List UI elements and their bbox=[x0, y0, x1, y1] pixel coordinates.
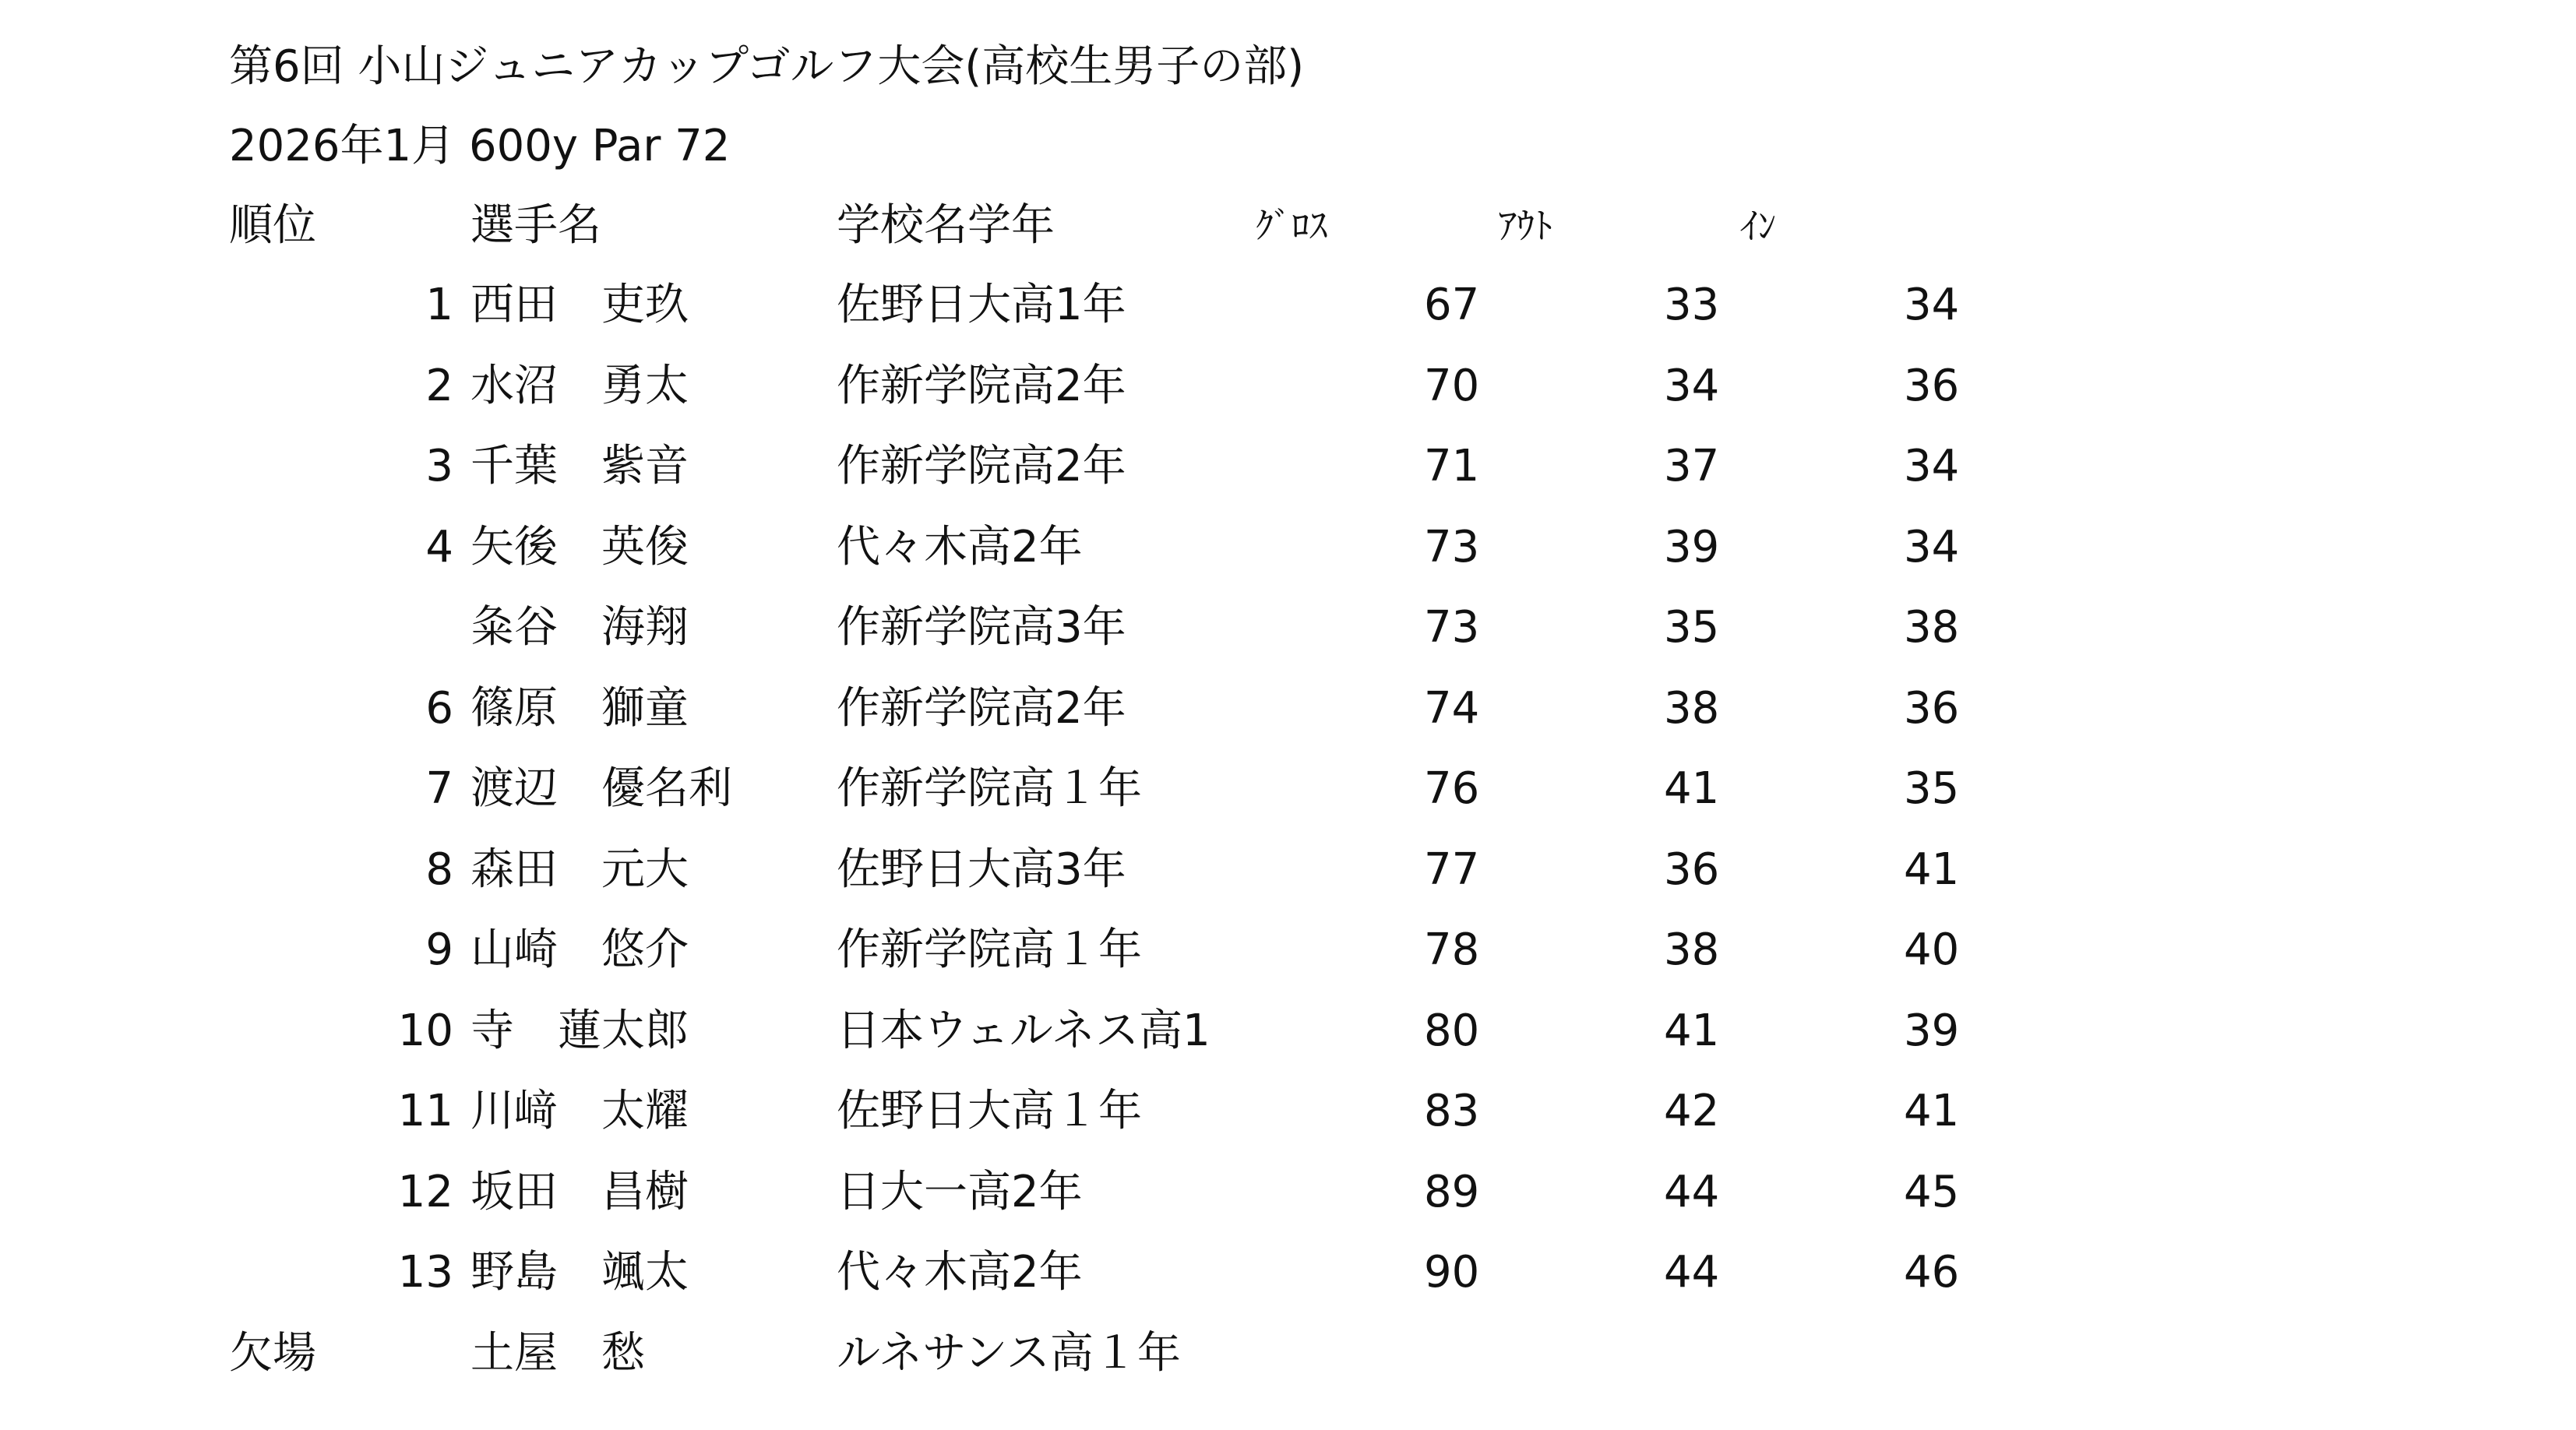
player-name-cell: 西田 吏玖 bbox=[470, 280, 689, 330]
gross-score-cell: 67 bbox=[1424, 280, 1480, 330]
gross-score-cell: 90 bbox=[1424, 1247, 1480, 1298]
school-cell: 作新学院高2年 bbox=[837, 441, 1126, 491]
header-in: ｲﾝ bbox=[1740, 205, 1776, 247]
out-score-cell: 38 bbox=[1664, 682, 1720, 734]
player-name-cell: 坂田 昌樹 bbox=[470, 1166, 689, 1217]
rank-cell: 4 bbox=[425, 521, 453, 572]
gross-score-cell: 74 bbox=[1424, 682, 1480, 734]
player-name-cell: 森田 元大 bbox=[470, 844, 689, 895]
in-score-cell: 34 bbox=[1904, 280, 1960, 330]
header-out: ｱｳﾄ bbox=[1499, 205, 1552, 247]
in-score-cell: 40 bbox=[1904, 925, 1960, 975]
header-gross: ｸﾞﾛｽ bbox=[1256, 205, 1327, 247]
school-cell: 代々木高2年 bbox=[837, 1247, 1083, 1298]
out-score-cell: 41 bbox=[1664, 1005, 1720, 1056]
player-name-cell: 川﨑 太耀 bbox=[470, 1086, 689, 1136]
header-name: 選手名 bbox=[470, 200, 601, 251]
gross-score-cell: 73 bbox=[1424, 521, 1480, 572]
header-rank: 順位 bbox=[229, 200, 316, 251]
gross-score-cell: 80 bbox=[1424, 1005, 1480, 1056]
player-name-cell: 寺 蓮太郎 bbox=[470, 1005, 689, 1056]
absent-school: ルネサンス高１年 bbox=[837, 1327, 1181, 1379]
gross-score-cell: 73 bbox=[1424, 602, 1480, 653]
school-cell: 代々木高2年 bbox=[837, 521, 1083, 572]
gross-score-cell: 83 bbox=[1424, 1086, 1480, 1136]
school-cell: 作新学院高１年 bbox=[837, 925, 1142, 975]
rank-cell: 13 bbox=[397, 1247, 453, 1298]
page-title: 第6回 小山ジュニアカップゴルフ大会(高校生男子の部) bbox=[229, 41, 1305, 92]
rank-cell: 3 bbox=[425, 441, 453, 491]
absent-name: 土屋 愁 bbox=[470, 1327, 645, 1379]
rank-cell: 2 bbox=[425, 360, 453, 411]
out-score-cell: 39 bbox=[1664, 521, 1720, 572]
player-name-cell: 矢後 英俊 bbox=[470, 521, 689, 572]
school-cell: 日大一高2年 bbox=[837, 1166, 1083, 1217]
out-score-cell: 41 bbox=[1664, 763, 1720, 814]
out-score-cell: 42 bbox=[1664, 1086, 1720, 1136]
player-name-cell: 粂谷 海翔 bbox=[470, 602, 689, 653]
rank-cell: 6 bbox=[425, 682, 453, 734]
in-score-cell: 41 bbox=[1904, 1086, 1960, 1136]
player-name-cell: 千葉 紫音 bbox=[470, 441, 689, 491]
out-score-cell: 44 bbox=[1664, 1247, 1720, 1298]
out-score-cell: 37 bbox=[1664, 441, 1720, 491]
player-name-cell: 水沼 勇太 bbox=[470, 360, 689, 411]
in-score-cell: 38 bbox=[1904, 602, 1960, 653]
gross-score-cell: 71 bbox=[1424, 441, 1480, 491]
absent-label: 欠場 bbox=[229, 1327, 316, 1379]
player-name-cell: 渡辺 優名利 bbox=[470, 763, 732, 814]
out-score-cell: 44 bbox=[1664, 1166, 1720, 1217]
rank-cell: 7 bbox=[425, 763, 453, 814]
player-name-cell: 野島 颯太 bbox=[470, 1247, 689, 1298]
in-score-cell: 46 bbox=[1904, 1247, 1960, 1298]
school-cell: 作新学院高2年 bbox=[837, 682, 1126, 734]
out-score-cell: 35 bbox=[1664, 602, 1720, 653]
school-cell: 佐野日大高１年 bbox=[837, 1086, 1142, 1136]
out-score-cell: 36 bbox=[1664, 844, 1720, 895]
out-score-cell: 38 bbox=[1664, 925, 1720, 975]
in-score-cell: 36 bbox=[1904, 682, 1960, 734]
gross-score-cell: 76 bbox=[1424, 763, 1480, 814]
player-name-cell: 山崎 悠介 bbox=[470, 925, 689, 975]
rank-cell: 10 bbox=[397, 1005, 453, 1056]
out-score-cell: 33 bbox=[1664, 280, 1720, 330]
gross-score-cell: 89 bbox=[1424, 1166, 1480, 1217]
gross-score-cell: 78 bbox=[1424, 925, 1480, 975]
header-school: 学校名学年 bbox=[837, 200, 1055, 251]
school-cell: 作新学院高2年 bbox=[837, 360, 1126, 411]
out-score-cell: 34 bbox=[1664, 360, 1720, 411]
rank-cell: 1 bbox=[425, 280, 453, 330]
rank-cell: 8 bbox=[425, 844, 453, 895]
in-score-cell: 41 bbox=[1904, 844, 1960, 895]
gross-score-cell: 77 bbox=[1424, 844, 1480, 895]
rank-cell: 12 bbox=[397, 1166, 453, 1217]
in-score-cell: 36 bbox=[1904, 360, 1960, 411]
rank-cell: 11 bbox=[397, 1086, 453, 1136]
in-score-cell: 39 bbox=[1904, 1005, 1960, 1056]
in-score-cell: 35 bbox=[1904, 763, 1960, 814]
school-cell: 作新学院高１年 bbox=[837, 763, 1142, 814]
school-cell: 佐野日大高1年 bbox=[837, 280, 1126, 330]
gross-score-cell: 70 bbox=[1424, 360, 1480, 411]
school-cell: 佐野日大高3年 bbox=[837, 844, 1126, 895]
school-cell: 作新学院高3年 bbox=[837, 602, 1126, 653]
school-cell: 日本ウェルネス高1 bbox=[837, 1005, 1210, 1056]
event-info: 2026年1月 600y Par 72 bbox=[229, 121, 731, 171]
in-score-cell: 34 bbox=[1904, 441, 1960, 491]
rank-cell: 9 bbox=[425, 925, 453, 975]
player-name-cell: 篠原 獅童 bbox=[470, 682, 689, 734]
in-score-cell: 34 bbox=[1904, 521, 1960, 572]
in-score-cell: 45 bbox=[1904, 1166, 1960, 1217]
